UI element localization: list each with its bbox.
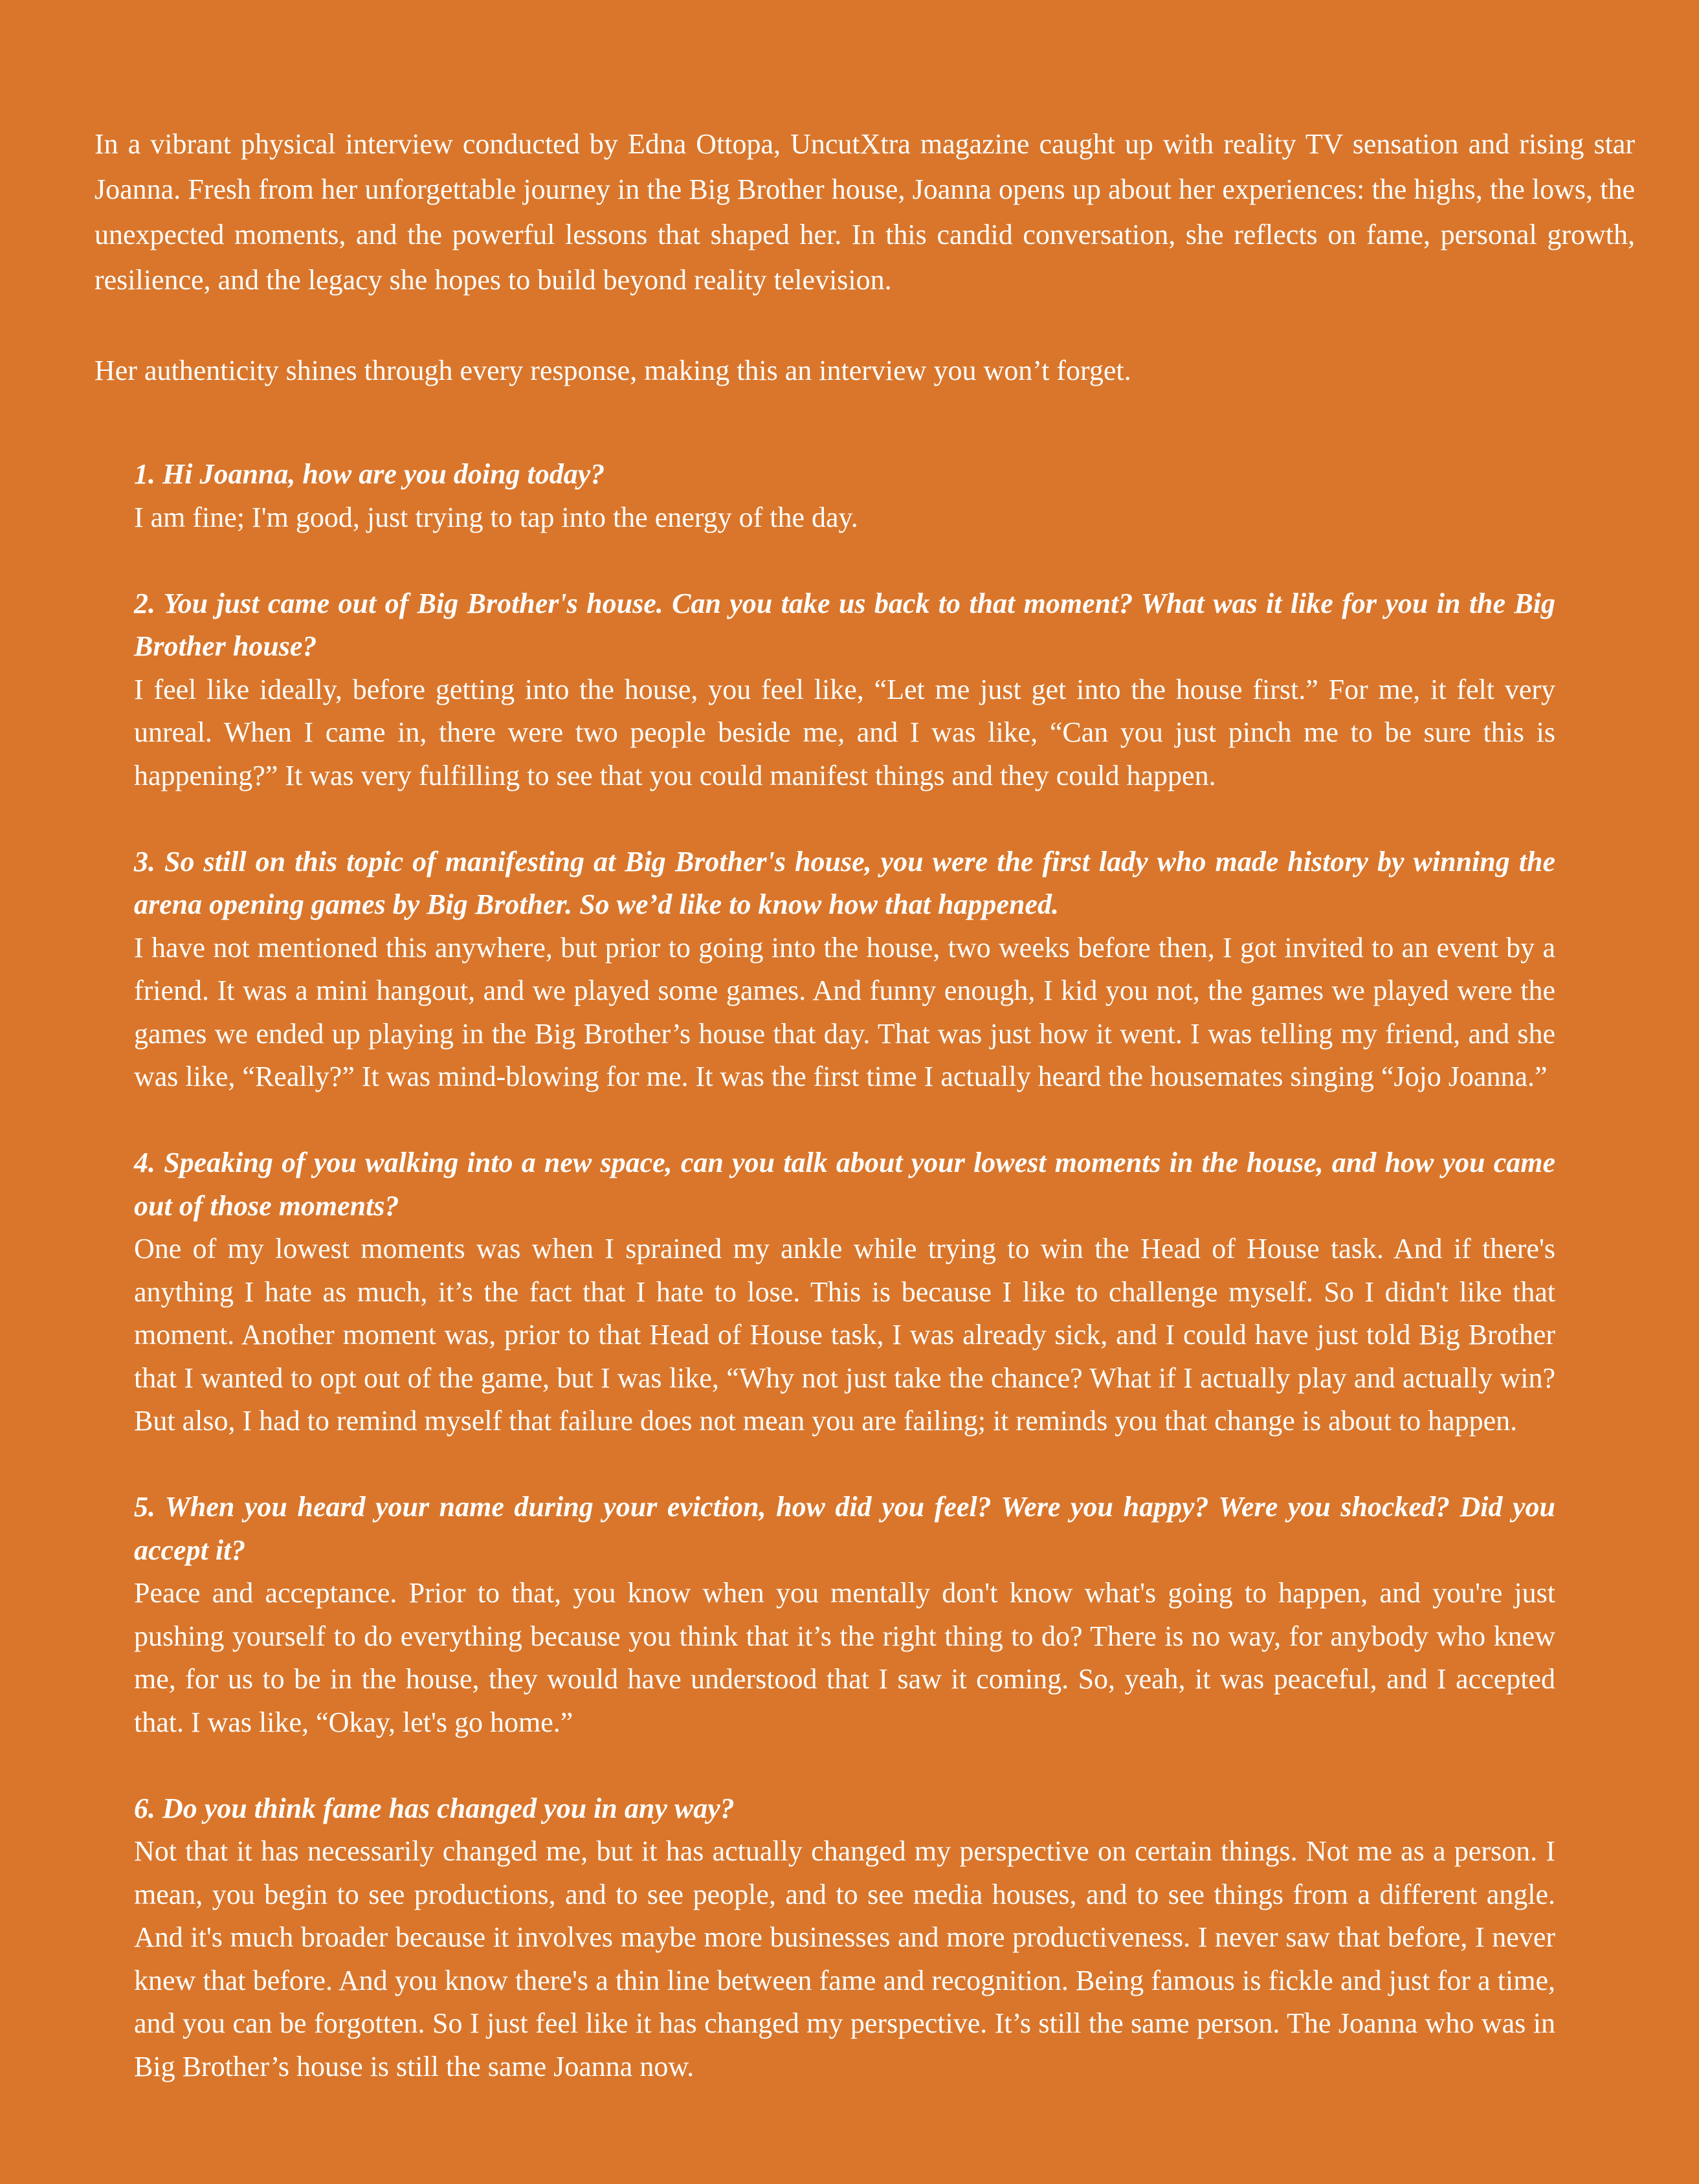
answer-text: I am fine; I'm good, just trying to tap into the energy of the day. bbox=[134, 501, 858, 533]
qa-item bbox=[134, 1787, 1555, 2089]
qa-item bbox=[134, 453, 1555, 539]
question-text: 3. So still on this topic of manifesting at Big Brother's house, you were the first lady who made history by winning the arena opening games by Big Brother. So we’d like to know how that happened. bbox=[134, 845, 1555, 920]
intro-section bbox=[94, 122, 1635, 393]
qa-item bbox=[134, 1142, 1555, 1443]
qa-item bbox=[134, 582, 1555, 798]
intro-paragraph: In a vibrant physical interview conducted by Edna Ottopa, UncutXtra magazine caught up with reality TV sensation and rising star Joanna. Fresh from her unforgettable journey in the Big Brother house, Joanna opens up about her experiences: the highs, the lows, the unexpected moments, and the powerful lessons that shaped her. In this candid conversation, she reflects on fame, personal growth, resilience, and the legacy she hopes to build beyond reality television. bbox=[94, 128, 1635, 296]
interview-qa-list bbox=[134, 453, 1555, 2132]
answer-text: I have not mentioned this anywhere, but prior to going into the house, two weeks before then, I got invited to an event by a friend. It was a mini hangout, and we played some games. And funny enough, I kid you not, the games we played were the games we ended up playing in the Big Brother’s house that day. That was just how it went. I was telling my friend, and she was like, “Really?” It was mind-blowing for me. It was the first time I actually heard the housemates singing “Jojo Joanna.” bbox=[134, 931, 1555, 1092]
intro-paragraph: Her authenticity shines through every response, making this an interview you won’t forget. bbox=[94, 355, 1131, 386]
answer-text: One of my lowest moments was when I sprained my ankle while trying to win the Head of House task. And if there's anything I hate as much, it’s the fact that I hate to lose. This is because I like to challenge myself. So I didn't like that moment. Another moment was, prior to that Head of House task, I was already sick, and I could have just told Big Brother that I wanted to opt out of the game, but I was like, “Why not just take the chance? What if I actually play and actually win? But also, I had to remind myself that failure does not mean you are failing; it reminds you that change is about to happen. bbox=[134, 1233, 1555, 1437]
question-text: 6. Do you think fame has changed you in any way? bbox=[134, 1792, 735, 1824]
answer-text: Not that it has necessarily changed me, but it has actually changed my perspective on certain things. Not me as a person. I mean, you begin to see productions, and to see people, and to see media houses, and to see things from a different angle. And it's much broader because it involves maybe more businesses and more productiveness. I never saw that before, I never knew that before. And you know there's a thin line between fame and recognition. Being famous is fickle and just for a time, and you can be forgotten. So I just feel like it has changed my perspective. It’s still the same person. The Joanna who was in Big Brother’s house is still the same Joanna now. bbox=[134, 1835, 1555, 2082]
question-text: 2. You just came out of Big Brother's house. Can you take us back to that moment? What was it like for you in the Big Brother house? bbox=[134, 587, 1555, 662]
qa-item bbox=[134, 841, 1555, 1099]
answer-text: I feel like ideally, before getting into the house, you feel like, “Let me just get into the house first.” For me, it felt very unreal. When I came in, there were two people beside me, and I was like, “Can you just pinch me to be sure this is happening?” It was very fulfilling to see that you could manifest things and they could happen. bbox=[134, 673, 1555, 791]
qa-item bbox=[134, 1486, 1555, 1744]
question-text: 5. When you heard your name during your eviction, how did you feel? Were you happy? Were you shocked? Did you accept it? bbox=[134, 1491, 1555, 1566]
question-text: 1. Hi Joanna, how are you doing today? bbox=[134, 458, 605, 490]
question-text: 4. Speaking of you walking into a new space, can you talk about your lowest moments in the house, and how you came out of those moments? bbox=[134, 1147, 1555, 1222]
answer-text: Peace and acceptance. Prior to that, you know when you mentally don't know what's going to happen, and you're just pushing yourself to do everything because you think that it’s the right thing to do? There is no way, for anybody who knew me, for us to be in the house, they would have understood that I saw it coming. So, yeah, it was peaceful, and I accepted that. I was like, “Okay, let's go home.” bbox=[134, 1577, 1555, 1738]
